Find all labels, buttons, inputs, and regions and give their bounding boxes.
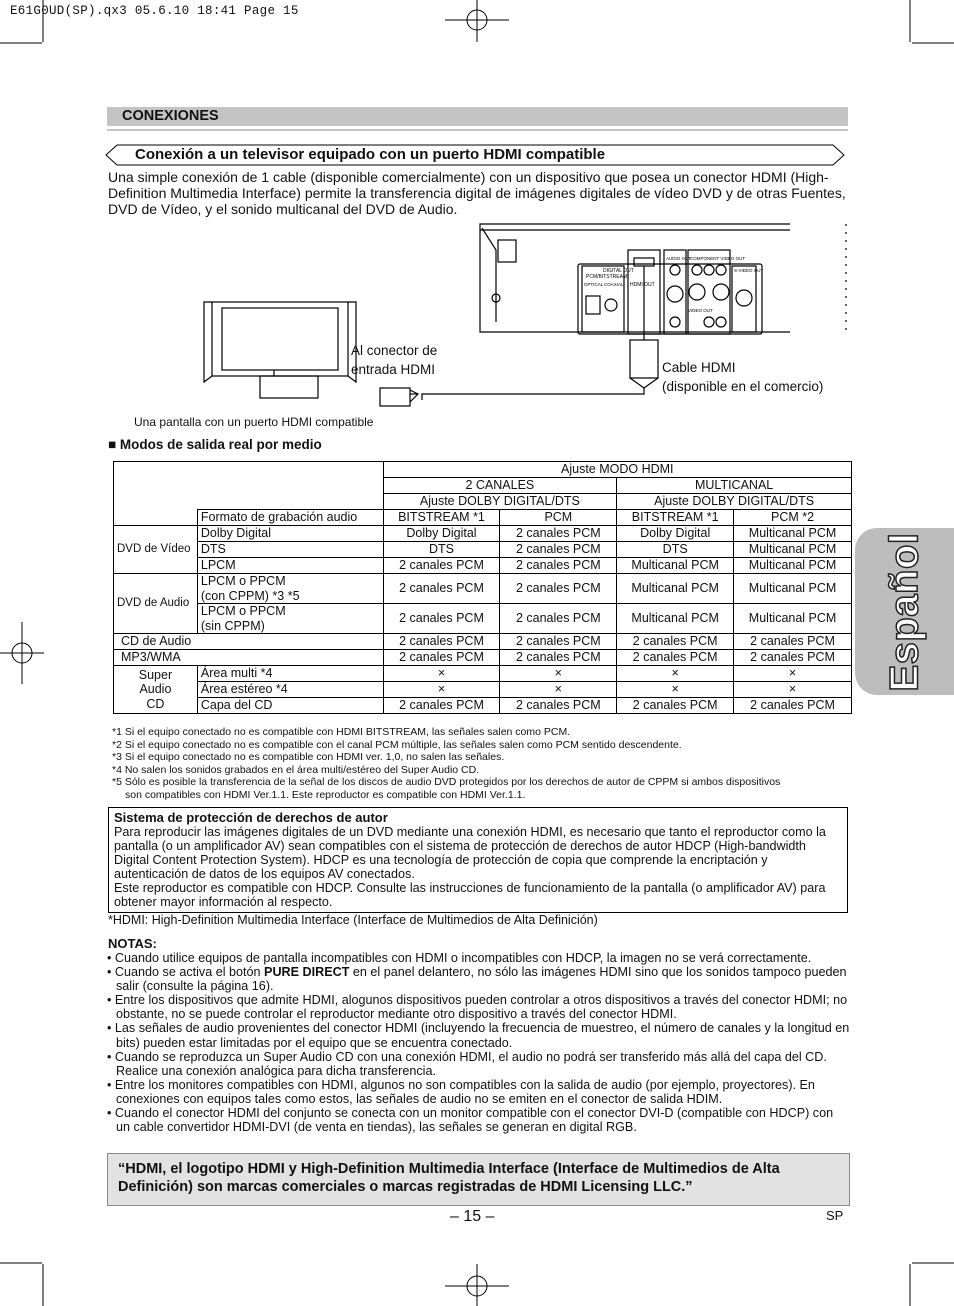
- table-row: CD de Audio 2 canales PCM 2 canales PCM 2 canales PCM 2 canales PCM: [114, 634, 852, 650]
- page-number: – 15 –: [450, 1208, 495, 1225]
- hdmi-definition: *HDMI: High-Definition Multimedia Interface (Interface de Multimedios de Alta Definición): [108, 913, 598, 927]
- th-ajuste-modo: Ajuste MODO HDMI: [383, 462, 851, 478]
- subheading-banner: [105, 144, 845, 166]
- table-row: Super Audio CD Área multi *4 × × × ×: [114, 666, 852, 682]
- list-item: • Cuando se reproduzca un Super Audio CD con una conexión HDMI, el audio no podrá ser transferido más allá del capa del CD. Realice una conexión analógica para dicha transferencia.: [107, 1049, 827, 1078]
- panel-video-out: VIDEO OUT: [688, 308, 713, 313]
- table-row: DVD de Audio LPCM o PPCM (con CPPM) *3 *5 2 canales PCM 2 canales PCM Multicanal PCM Multicanal PCM: [114, 574, 852, 604]
- notes-heading: NOTAS:: [108, 936, 157, 951]
- panel-hdmi-out: HDMI OUT: [630, 282, 655, 288]
- language-code: SP: [826, 1208, 844, 1223]
- panel-s-video: S-VIDEO OUT: [734, 268, 764, 273]
- table-row: DTS DTS 2 canales PCM DTS Multicanal PCM: [114, 542, 852, 558]
- copyright-title: Sistema de protección de derechos de autor: [114, 810, 388, 825]
- modes-heading: ■ Modos de salida real por medio: [108, 437, 322, 452]
- connector-label: Al conector de entrada HDMI: [351, 343, 438, 377]
- row-group-sacd: Super Audio CD: [114, 666, 198, 714]
- copyright-box: [108, 807, 848, 913]
- table-row: Área estéreo *4 × × × ×: [114, 682, 852, 698]
- copyright-body: Para reproducir las imágenes digitales de un DVD mediante una conexión HDMI, es necesario que tanto el reproductor como la pantalla (o un amplificador AV) sean compatibles con el sistema de protección de derechos de autor HDCP (High-bandwidth Digital Content Protection System). HDCP es una tecnología de protección de copia que comprende la encriptación y autenticación de datos de los equipos AV conectados. Este reproductor es compatible con HDCP. Consulte las instrucciones de funcionamiento de la pantalla (o amplificador AV) para obtener mayor información al respecto.: [114, 825, 826, 909]
- print-slug: E61G0UD(SP).qx3 05.6.10 18:41 Page 15: [10, 4, 299, 18]
- table-row: MP3/WMA 2 canales PCM 2 canales PCM 2 canales PCM 2 canales PCM: [114, 650, 852, 666]
- th-bitstream-2: BITSTREAM *1: [617, 510, 734, 526]
- th-bitstream-1: BITSTREAM *1: [383, 510, 500, 526]
- section-header: [107, 107, 848, 126]
- th-2-canales: 2 CANALES: [383, 478, 617, 494]
- th-pcm-2: PCM *2: [734, 510, 852, 526]
- panel-coaxial: COAXIAL: [604, 282, 624, 287]
- table-row: Capa del CD 2 canales PCM 2 canales PCM 2 canales PCM 2 canales PCM: [114, 698, 852, 714]
- table-row: LPCM 2 canales PCM 2 canales PCM Multicanal PCM Multicanal PCM: [114, 558, 852, 574]
- list-item: • Entre los monitores compatibles con HDMI, algunos no son compatibles con la salida de audio (por ejemplo, proyectores). En conexiones con equipos tales como estos, las señales de audio no se emiten en el conector de salida HDIM.: [107, 1077, 815, 1106]
- list-item: • Entre los dispositivos que admite HDMI, alogunos dispositivos pueden controlar a otros dispositivos a través del conector HDMI; no obstante, no se puede controlar el reproductor mediante otro dispositivo a través del conector HDMI.: [107, 993, 848, 1022]
- table-corner: [114, 462, 384, 510]
- panel-pcm: PCM/BITSTREAM: [586, 274, 628, 280]
- trademark-box: [107, 1153, 850, 1206]
- list-item: • Cuando se activa el botón PURE DIRECT en el panel delantero, no sólo las imágenes HDMI sino que los sonidos tampoco pueden salir (consulte la página 16).: [107, 965, 847, 994]
- notes-list: [106, 951, 850, 1134]
- list-item: • Cuando utilice equipos de pantalla incompatibles con HDMI o incompatibles con HDCP, la imagen no se verá correctamente.: [107, 951, 812, 965]
- list-item: • Cuando el conector HDMI del conjunto se conecta con un monitor compatible con el conector DVI-D (compatible con HDCP) con un cable convertidor HDMI-DVI (de venta en tiendas), las señales se generan en digital RGB.: [107, 1106, 834, 1135]
- table-row: LPCM o PPCM (sin CPPM) 2 canales PCM 2 canales PCM Multicanal PCM Multicanal PCM: [114, 604, 852, 634]
- output-modes-table: [113, 461, 852, 714]
- table-footnotes: *1 Si el equipo conectado no es compatible con HDMI BITSTREAM, las señales salen como PCM. *2 Si el equipo conectado no es compatible con el canal PCM múltiple, las señales salen como PCM sentido descendente. *3 Si el equipo conectado no es compatible con HDMI ver. 1,0, no salen las señales. *4 No salen los sonidos grabados en el área multi/estéreo del Super Audio CD. *5 Sólo es posible la transferencia de la señal de los discos de audio DVD protegidos por los derechos de autor de CPPM si ambos dispositivos son compatibles con HDMI Ver.1.1. Este reproductor es compatible con HDMI Ver.1.1.: [112, 726, 781, 801]
- row-group-dvd-audio: DVD de Audio: [114, 574, 198, 634]
- language-tab-label: Español: [882, 531, 926, 692]
- th-pcm-1: PCM: [500, 510, 617, 526]
- th-dolby-1: Ajuste DOLBY DIGITAL/DTS: [383, 494, 617, 510]
- tv-label: Una pantalla con un puerto HDMI compatible: [134, 415, 374, 429]
- panel-audio-out: AUDIO OUT: [666, 256, 692, 261]
- trademark-text: “HDMI, el logotipo HDMI y High-Definition Multimedia Interface (Interface de Multimedios de Alta Definición) son marcas comerciales o marcas registradas de HDMI Licensing LLC.”: [118, 1161, 780, 1195]
- panel-component: COMPONENT VIDEO OUT: [690, 256, 746, 261]
- th-multicanal: MULTICANAL: [617, 478, 852, 494]
- cable-label: Cable HDMI (disponible en el comercio): [662, 360, 824, 394]
- row-group-dvd-video: DVD de Vídeo: [114, 526, 198, 574]
- th-formato: Formato de grabación audio: [197, 510, 383, 526]
- subheading-title: Conexión a un televisor equipado con un puerto HDMI compatible: [135, 146, 606, 163]
- list-item: • Las señales de audio provenientes del conector HDMI (incluyendo la frecuencia de muestreo, el número de canales y la longitud en bits) pueden estar limitadas por el equipo que se encuentra conectado.: [107, 1021, 850, 1050]
- table-corner-bottom: [114, 510, 198, 526]
- panel-digital-out: DIGITAL OUT: [603, 268, 634, 274]
- panel-optical: OPTICAL: [584, 282, 604, 287]
- language-tab: [855, 528, 954, 695]
- table-row: DVD de Vídeo Dolby Digital Dolby Digital 2 canales PCM Dolby Digital Multicanal PCM: [114, 526, 852, 542]
- th-dolby-2: Ajuste DOLBY DIGITAL/DTS: [617, 494, 852, 510]
- section-title: CONEXIONES: [122, 108, 219, 124]
- intro-paragraph: Una simple conexión de 1 cable (disponible comercialmente) con un dispositivo que posea un conector HDMI (High-Definition Multimedia Interface) permite la transferencia digital de imágenes digitales de vídeo DVD y de otras Fuentes, DVD de Vídeo, y el sonido multicanal del DVD de Audio.: [108, 169, 846, 217]
